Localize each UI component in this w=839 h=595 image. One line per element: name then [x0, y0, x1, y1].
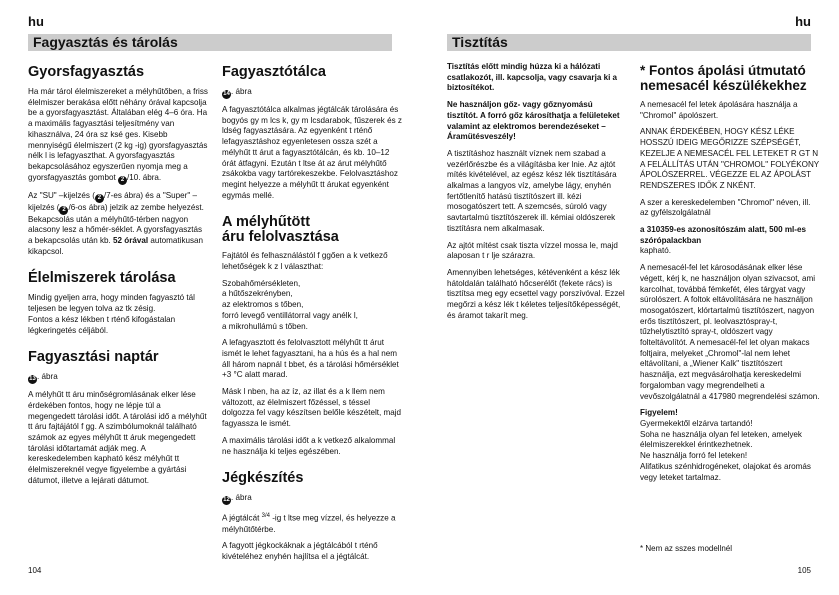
- heading-gyorsfagyasztas: Gyorsfagyasztás: [28, 64, 145, 80]
- heading-elelmiszerek: Élelmiszerek tárolása: [28, 270, 176, 287]
- bold-text: a 310359-es azonosítószám alatt, 500 ml-es szórópalackban: [640, 225, 807, 245]
- heading-jeg: Jégkészítés: [222, 470, 304, 487]
- paragraph: [222, 511, 404, 535]
- paragraph: [640, 225, 820, 257]
- text: . ábra: [231, 87, 252, 96]
- paragraph: Másk l nben, ha az íz, az illat és a k llem nem változott, az élelmiszert főzéssel, s téssel dolgozza fel vagy készítsen belőle készételt, majd fagyassza le ismét.: [222, 387, 402, 429]
- paragraph-caps: ANNAK ÉRDEKÉBEN, HOGY KÉSZ LÉKE HOSSZÚ IDEIG MEGŐRIZZE SZÉPSÉGÉT, KEZELJE A NEMESACÉL FEL LETEKET R GT N A FELÁLLÍTÁS UTÁN "CHROMOL" FOLYÉKONY ÁPOLÓSZERREL. VÉGEZZE EL AZ ÁPOLÁST RENDSZERES IDŐK Z NKÉNT.: [640, 127, 820, 190]
- section-title-bar: Fagyasztás és tárolás: [28, 34, 392, 51]
- heading-stainless-care: [640, 64, 820, 93]
- warning-steam: Ne használjon gőz- vagy gőznyomású tisztítót. A forró gőz károsíthatja a felületeket valamint az elektromos berendezéseket – Áramütésveszély!: [447, 100, 620, 142]
- page-number: 104: [28, 566, 42, 575]
- list-item: forró levegő ventillátorral vagy anélk l,: [222, 310, 358, 320]
- figure-reference: [28, 372, 208, 384]
- text: kapható.: [640, 246, 672, 256]
- attention-title: Figyelem!: [640, 408, 678, 418]
- text: /6-os ábra) jelzik az zembe helyezést. Bekapcsolás után a mélyhűtő-térben nagyon alacsony lesz a hőmér-séklet. A gyorsfagyasztás a bekapcsolás után kb.: [28, 202, 204, 246]
- text: /7-es ábra) és a "Super" –kijelzés (: [28, 190, 197, 212]
- bold-text: 52 órával: [113, 236, 149, 246]
- attention-line: Soha ne használja olyan fel leteken, amelyek élelmiszerekkel érintkezhetnek.: [640, 429, 802, 450]
- paragraph: Az ajtót mítést csak tiszta vízzel mossa le, majd alaposan t r lje szárazra.: [447, 240, 618, 261]
- heading-felolvasztas: [222, 215, 404, 245]
- figure-number-icon: 2: [118, 176, 127, 185]
- text: . ábra: [231, 493, 252, 503]
- paragraph: A mélyhűt tt áru minőségromlásának elker lése érdekében fontos, hogy ne lépje túl a megengedett tárolási időt. A tárolási idő a mélyhűt tt áru fajtájától f gg. A szimbólumoknál található számok az egyes mélyhűt tt áruk megengedett tárolási időtartamát adják meg. A kereskedelemben kapható kész mélyhűt tt élelmiszereknél vegye figyelembe a gyártási dátumot, illetve a lejárati dátumot.: [28, 390, 207, 485]
- fraction: 3/4: [261, 513, 270, 520]
- figure-reference: [222, 493, 404, 505]
- figure-number-icon: 12: [223, 497, 230, 504]
- paragraph: A maximális tárolási időt a k vetkező alkalommal ne használja ki teljes egészében.: [222, 435, 396, 456]
- language-code: hu: [795, 14, 811, 29]
- right-column-2: [640, 62, 820, 489]
- paragraph: Fontos a kész lékben t rténő kifogástalan légkeringetés céljából.: [28, 314, 176, 335]
- paragraph: [28, 191, 208, 258]
- paragraph: A fagyasztótálca alkalmas jégtálcák tárolására és bogyós gy m lcs k, gy m lcsdarabok, fűszerek és z ldség fagyasztására. Az egyenként t rténő lefagyasztáshoz egyenletesen ossza szét a mélyhűt tt árut a fagyasztótálcán, és kb. 10–12 órát átfagyni. Ezután t ltse át az árut mélyhűtő zsákokba vagy tartórekeszekbe. Felolvasztáshoz megint helyezze a mélyhűt tt árukat egyenként egymás mellé.: [222, 105, 402, 200]
- right-column-1: [447, 62, 625, 327]
- attention-line: Gyermekektől elzárva tartandó!: [640, 418, 753, 428]
- paragraph: A nemesacél-fel let károsodásának elker lése végett, kérj k, ne használjon olyan szivacsot, ami karcolhat, továbbá fémkefét, éles tárgyat vagy súrolószert. A foltok eltávolítására ne használjon mosogatószert, klórtartalmú tisztítószert, nagyon erős tisztítószert, pl. leolvasztóspray-t, tűzhelytisztító spray-t, oldószert vagy folteltávolítót. A nemesacél-fel let olyan makacs foltjaira, melyeket „Chromol"-lal nem lehet eltávolítani, a „Wiener Kalk" tisztítószert használja, ezt megvásárolhatja kereskedelmi forgalomban vagy megrendelheti a vevőszolgálatnál a 417980 megrendelési számon.: [640, 263, 820, 401]
- paragraph: Fajtától és felhasználástól f ggően a k vetkező lehetőségek k z l választhat:: [222, 251, 388, 272]
- text: -ig t ltse meg vízzel, és helyezze a mélyhűtőtérbe.: [222, 513, 396, 534]
- text: /10. ábra.: [126, 172, 162, 182]
- text: Ha már tárol élelmiszereket a mélyhűtőben, a friss élelmiszer berakása előtt néhány órával kapcsolja be a gyorsfagyasztást. Általában elég 4–6 óra. Ha a maximális fagyasztási teljesítmény van kihasználva, 24 óra sz ksé ges. Kisebb mennyiségű élelmiszert (2 kg -ig) gyorsfagyasztás nélk l is lefagyaszthat. A gyorsfagyasztás bekapcsolásához egyszerűen nyomja meg a gyorsfagyasztás gombot: [28, 87, 208, 182]
- paragraph: A nemesacél fel letek ápolására használja a "Chromol" ápolószert.: [640, 100, 798, 120]
- list-item: az elektromos s tőben,: [222, 300, 304, 310]
- list-item: a mikrohullámú s tőben.: [222, 321, 308, 331]
- warning-unplug: Tisztítás előtt mindig húzza ki a hálózati csatlakozót, ill. kapcsolja, vagy csavarja ki a biztosítékot.: [447, 62, 618, 93]
- text: áru felolvasztása: [222, 229, 339, 246]
- heading-naptar: Fagyasztási naptár: [28, 349, 159, 366]
- figure-number-icon: 14: [223, 91, 230, 97]
- list-item: Szobahőmérsékleten,: [222, 278, 301, 288]
- heading-talca: Fagyasztótálca: [222, 64, 326, 80]
- right-page: [420, 0, 839, 595]
- paragraph: A fagyott jégkockáknak a jégtálcából t rténő kivételéhez enyhén hajlítsa el a jégtálcát.: [222, 541, 378, 562]
- left-column-2: [222, 62, 404, 569]
- footnote: * Nem az sszes modellnél: [640, 544, 733, 553]
- figure-number-icon: 2: [59, 206, 68, 215]
- left-column-1: [28, 62, 208, 493]
- paragraph: Amennyiben lehetséges, kétévenként a kész lék hátoldalán található hőcserélőt (fekete rács) is tisztítsa meg egy ecsettel vagy porszívóval. Ezzel megőrzi a kész lék t kéletes teljesítőképességét, és áramot takarít meg.: [447, 267, 625, 320]
- text: nemesacél készülékekhez: [640, 77, 807, 93]
- figure-number-icon: 2: [95, 194, 104, 203]
- attention-line: Ne használja forró fel leteken!: [640, 451, 748, 461]
- text: A mélyhűtött: [222, 214, 311, 231]
- paragraph: [28, 87, 208, 185]
- paragraph: A szer a kereskedelemben "Chromol" néven, ill. az gyfélszolgálatnál: [640, 197, 811, 218]
- paragraph: A lefagyasztott és felolvasztott mélyhűt tt árut ismét le lehet fagyasztani, ha a hús és a hal nem áll három napnál t bbet, és a tárolási hőmérséklet +3 °C alatt marad.: [222, 338, 399, 380]
- options-list: [222, 279, 404, 333]
- section-title-bar: Tisztítás: [447, 34, 811, 51]
- paragraph: Mindig gyeljen arra, hogy minden fagyasztó tál teljesen be legyen tolva az tk zésig.: [28, 293, 195, 314]
- attention-block: [640, 408, 820, 483]
- text: Az "SU" –kijelzés (: [28, 190, 95, 200]
- figure-reference: [222, 87, 404, 99]
- text: automatikusan kikapcsol.: [28, 236, 204, 256]
- language-code: hu: [28, 14, 44, 29]
- list-item: a hűtőszekrényben,: [222, 289, 293, 299]
- text: * Fontos ápolási útmutató: [640, 63, 806, 78]
- text: . ábra: [37, 372, 58, 382]
- paragraph: A tisztításhoz használt víznek nem szabad a vezérlőrészbe és a világításba ker lnie. Az ajtót mítés kivételével, az egész kész lék tisztítására alkalmas a langyos víz, amelybe lágy, enyhén fertőtlenítő hatású tisztítószert ill. kézi mosogatószert tett. A szemcsés, súroló vagy savtartalmú tisztítószerek ill. kémiai oldószerek tisztításra nem alkalmasak.: [447, 148, 617, 233]
- figure-number-icon: 13: [29, 376, 36, 383]
- attention-line: Alifatikus szénhidrogéneket, olajokat és aromás vegy leteket tartalmaz.: [640, 461, 811, 482]
- text: A jégtálcát: [222, 513, 262, 523]
- page-number: 105: [797, 566, 811, 575]
